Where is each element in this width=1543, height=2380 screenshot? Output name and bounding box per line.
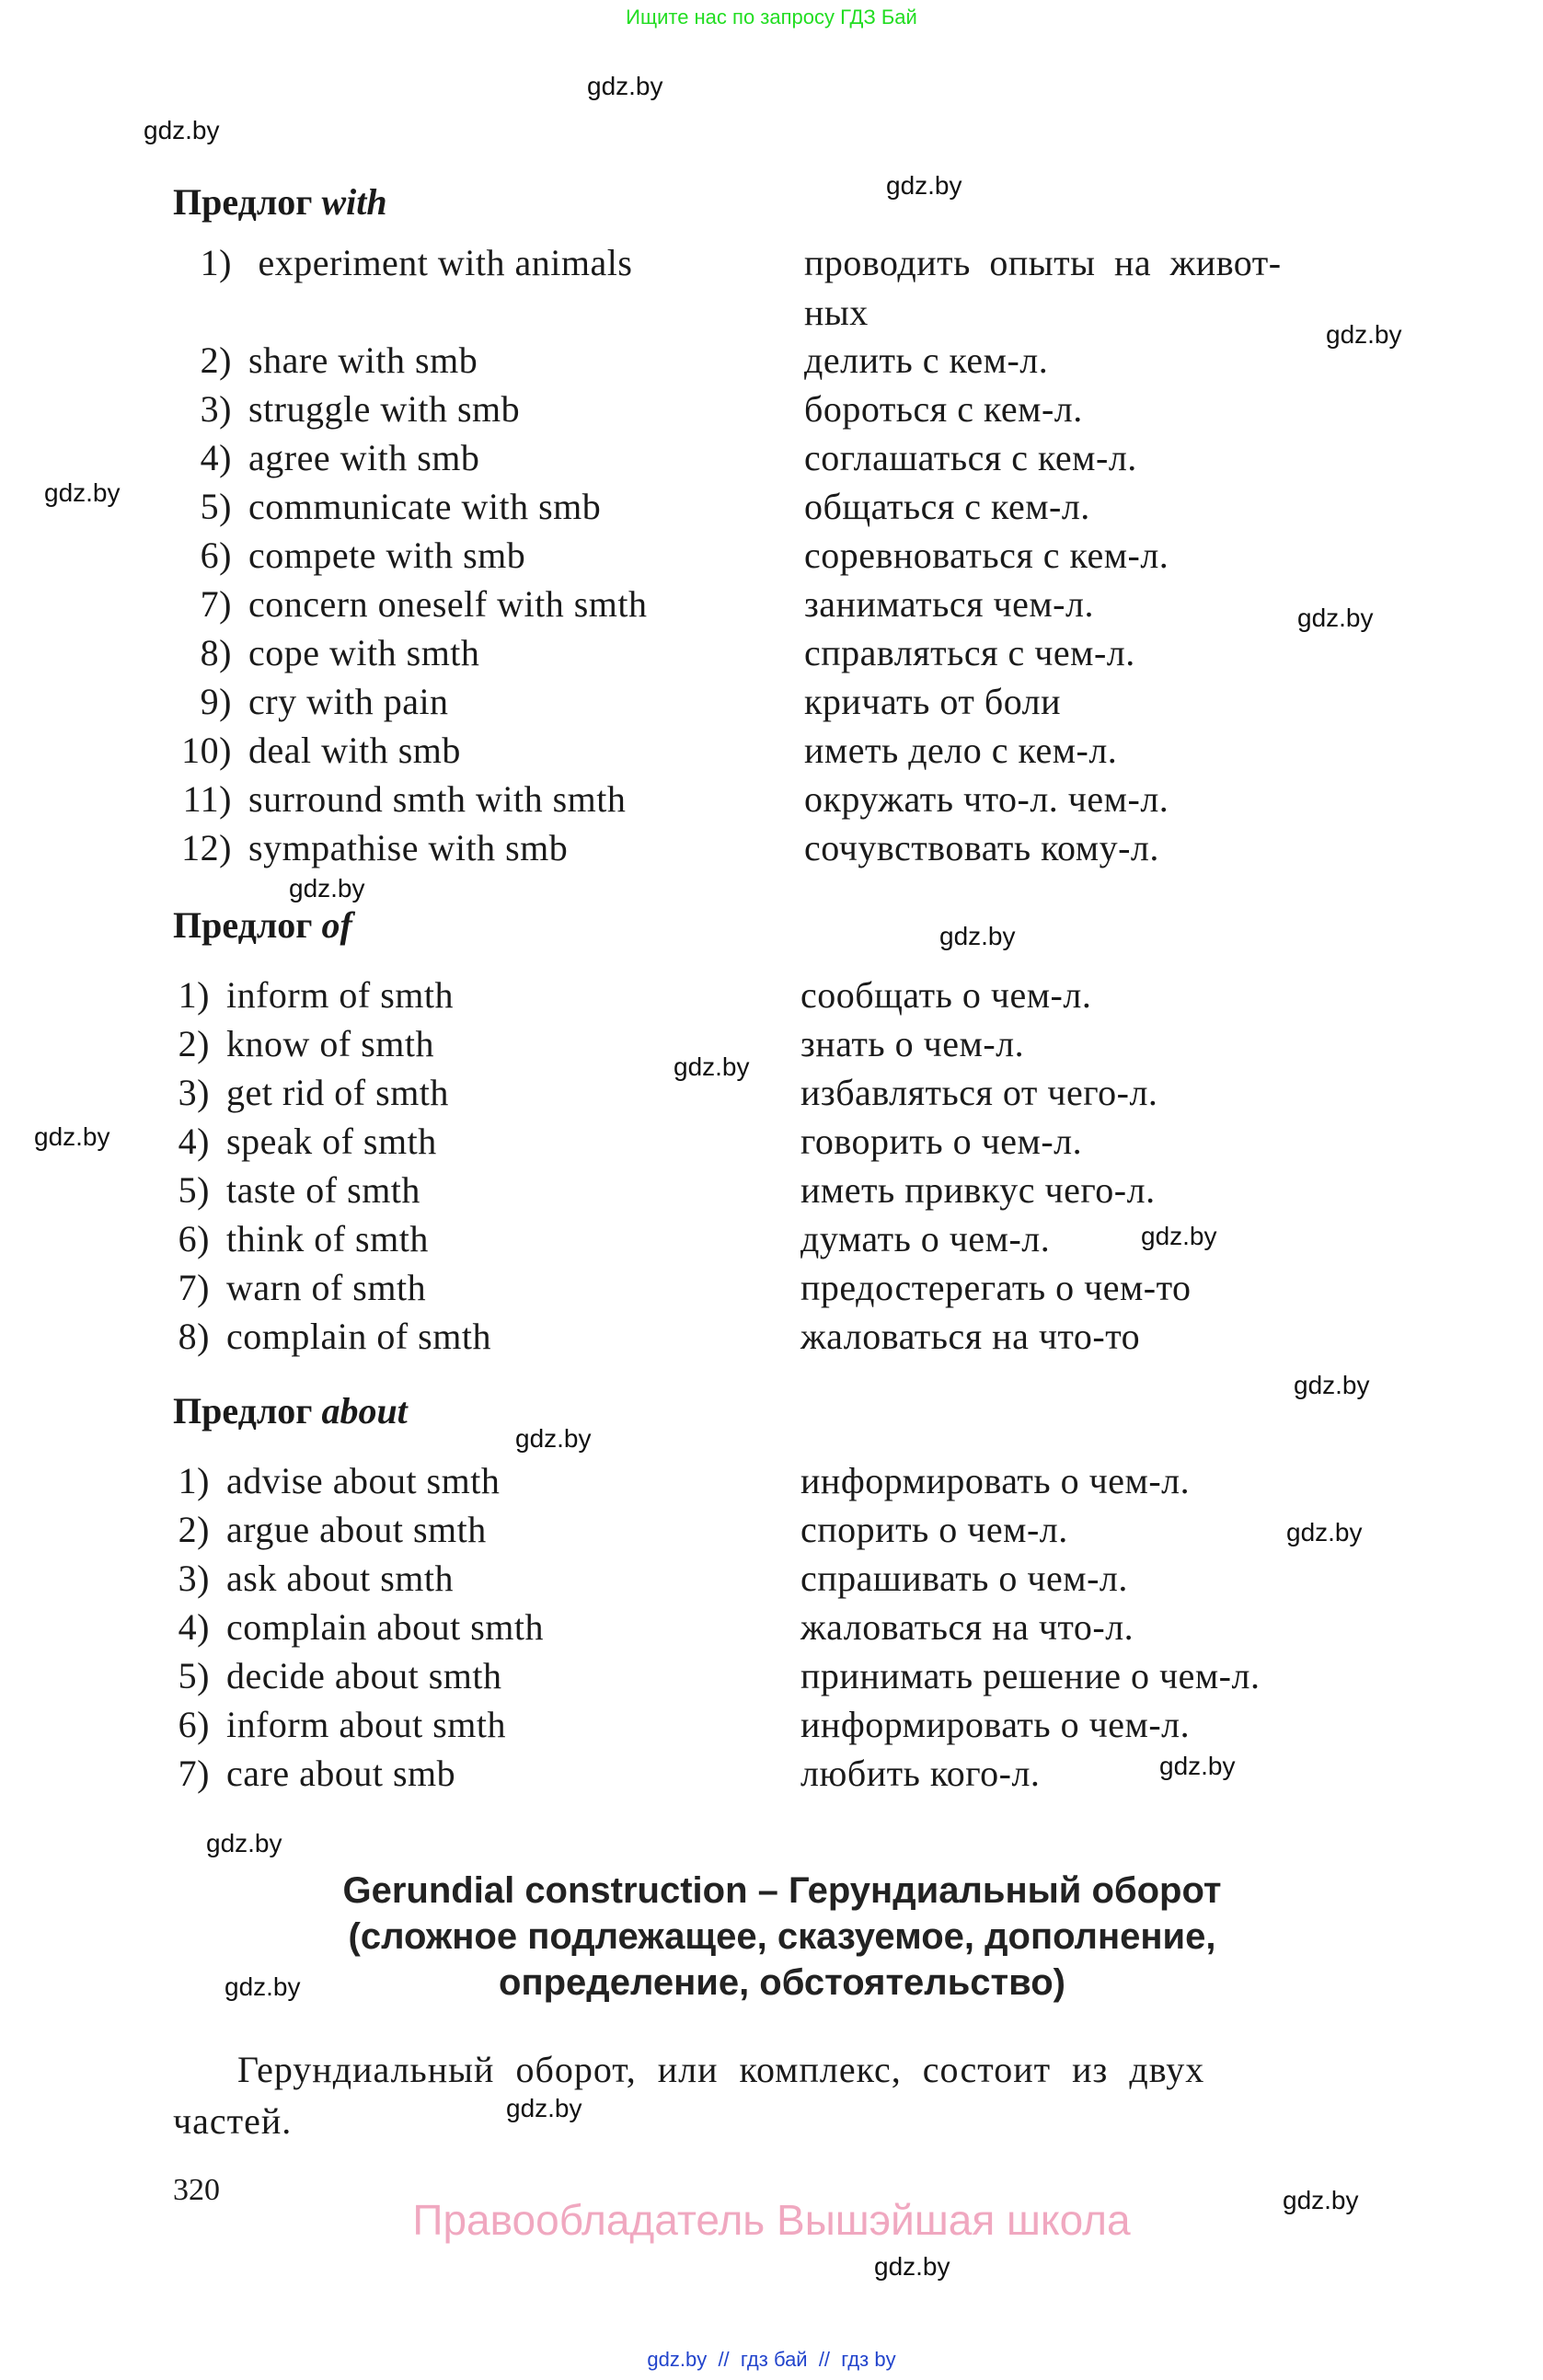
- list-item: 5) taste of smth: [178, 1169, 420, 1211]
- translation: избавляться от чего-л.: [800, 1072, 1158, 1113]
- watermark: gdz.by: [1283, 2186, 1359, 2214]
- list-item: 2) know of smth: [178, 1023, 434, 1064]
- list-item: 9) cry with pain: [200, 681, 449, 722]
- watermark: gdz.by: [206, 1829, 282, 1857]
- watermark: gdz.by: [886, 171, 962, 200]
- watermark: gdz.by: [587, 72, 663, 100]
- list-item: 6) compete with smb: [200, 535, 526, 576]
- watermark: gdz.by: [1326, 320, 1402, 349]
- page-number: 320: [173, 2173, 220, 2207]
- translation: знать о чем-л.: [800, 1023, 1025, 1064]
- translation: соревноваться с кем-л.: [804, 535, 1169, 576]
- list-item: 1) advise about smth: [178, 1460, 501, 1501]
- watermark: gdz.by: [1159, 1752, 1236, 1780]
- translation: общаться с кем-л.: [804, 486, 1090, 527]
- translation: иметь дело с кем-л.: [804, 730, 1118, 771]
- translation: сообщать о чем-л.: [800, 974, 1092, 1016]
- translation: кричать от боли: [804, 681, 1062, 722]
- list-item: 8) complain of smth: [178, 1316, 491, 1357]
- heading-preposition: of: [321, 904, 352, 946]
- list-item: 7) care about smb: [178, 1753, 456, 1794]
- watermark: gdz.by: [515, 1424, 592, 1453]
- list-item: 10) deal with smb: [181, 730, 461, 771]
- translation: жаловаться на что-то: [800, 1316, 1141, 1357]
- translation: справляться с чем-л.: [804, 632, 1135, 673]
- section-title-line-3: определение, обстоятельство): [499, 1962, 1065, 2003]
- section-heading-of: [173, 903, 352, 947]
- list-item: 7) concern oneself with smth: [200, 583, 648, 625]
- watermark: gdz.by: [1141, 1222, 1217, 1250]
- heading-preposition: about: [321, 1390, 408, 1431]
- list-item: 7) warn of smth: [178, 1267, 427, 1308]
- list-item: 5) communicate with smb: [200, 486, 602, 527]
- watermark: gdz.by: [874, 2252, 950, 2281]
- translation: думать о чем-л.: [800, 1218, 1051, 1259]
- paragraph-line-2: частей.: [173, 2100, 293, 2142]
- watermark: gdz.by: [225, 1972, 301, 2001]
- translation-continued: ных: [804, 292, 869, 333]
- section-heading-about: [173, 1389, 408, 1432]
- list-item: 3) struggle with smb: [200, 388, 521, 430]
- translation: спрашивать о чем-л.: [800, 1558, 1128, 1599]
- list-item: 1) experiment with animals: [200, 242, 633, 283]
- translation: соглашаться с кем-л.: [804, 437, 1137, 478]
- translation: спорить о чем-л.: [800, 1509, 1068, 1550]
- translation: любить кого-л.: [800, 1753, 1041, 1794]
- section-title-line-2: (сложное подлежащее, сказуемое, дополнение,: [348, 1916, 1216, 1957]
- watermark: gdz.by: [674, 1052, 750, 1081]
- list-item: 4) speak of smth: [178, 1121, 437, 1162]
- section-title-line-1: Gerundial construction – Герундиальный оборот: [342, 1870, 1222, 1911]
- list-item: 5) decide about smth: [178, 1655, 502, 1696]
- translation: информировать о чем-л.: [800, 1460, 1191, 1501]
- section-heading-with: [173, 180, 387, 224]
- translation: говорить о чем-л.: [800, 1121, 1083, 1162]
- list-item: 4) complain about smth: [178, 1606, 545, 1648]
- list-item: 3) ask about smth: [178, 1558, 454, 1599]
- list-item: 6) inform about smth: [178, 1704, 507, 1745]
- translation: делить с кем-л.: [804, 339, 1049, 381]
- translation: проводить опыты на живот-: [804, 242, 1282, 283]
- watermark: gdz.by: [506, 2094, 582, 2122]
- copyright-notice: Правообладатель Вышэйшая школа: [412, 2196, 1131, 2244]
- paragraph-line-1: Герундиальный оборот, или комплекс, состоит из двух: [237, 2049, 1205, 2090]
- translation: иметь привкус чего-л.: [800, 1169, 1156, 1211]
- list-item: 2) share with smb: [200, 339, 478, 381]
- top-banner: Ищите нас по запросу ГДЗ Бай: [626, 6, 917, 29]
- translation: жаловаться на что-л.: [800, 1606, 1134, 1648]
- watermark: gdz.by: [1286, 1518, 1363, 1546]
- footer-links[interactable]: gdz.by // гдз бай // гдз by: [647, 2348, 896, 2371]
- list-item: 11) surround smth with smth: [182, 778, 627, 820]
- translation: информировать о чем-л.: [800, 1704, 1191, 1745]
- list-item: 1) inform of smth: [178, 974, 454, 1016]
- heading-prefix: Предлог: [173, 181, 313, 223]
- watermark: gdz.by: [1294, 1371, 1370, 1399]
- translation: сочувствовать кому-л.: [804, 827, 1159, 868]
- translation: предостерегать о чем-то: [800, 1267, 1192, 1308]
- list-item: 4) agree with smb: [200, 437, 480, 478]
- heading-prefix: Предлог: [173, 1390, 313, 1431]
- translation: окружать что-л. чем-л.: [804, 778, 1169, 820]
- watermark: gdz.by: [1297, 604, 1374, 632]
- watermark: gdz.by: [289, 874, 365, 903]
- list-item: 12) sympathise with smb: [181, 827, 569, 868]
- list-item: 6) think of smth: [178, 1218, 429, 1259]
- watermark: gdz.by: [144, 116, 220, 144]
- list-item: 3) get rid of smth: [178, 1072, 449, 1113]
- watermark: gdz.by: [34, 1122, 110, 1151]
- list-item: 2) argue about smth: [178, 1509, 487, 1550]
- watermark: gdz.by: [44, 478, 121, 507]
- translation: заниматься чем-л.: [804, 583, 1094, 625]
- watermark: gdz.by: [939, 922, 1016, 950]
- translation: бороться с кем-л.: [804, 388, 1083, 430]
- list-item: 8) cope with smth: [200, 632, 480, 673]
- heading-prefix: Предлог: [173, 904, 313, 946]
- heading-preposition: with: [321, 181, 387, 223]
- translation: принимать решение о чем-л.: [800, 1655, 1261, 1696]
